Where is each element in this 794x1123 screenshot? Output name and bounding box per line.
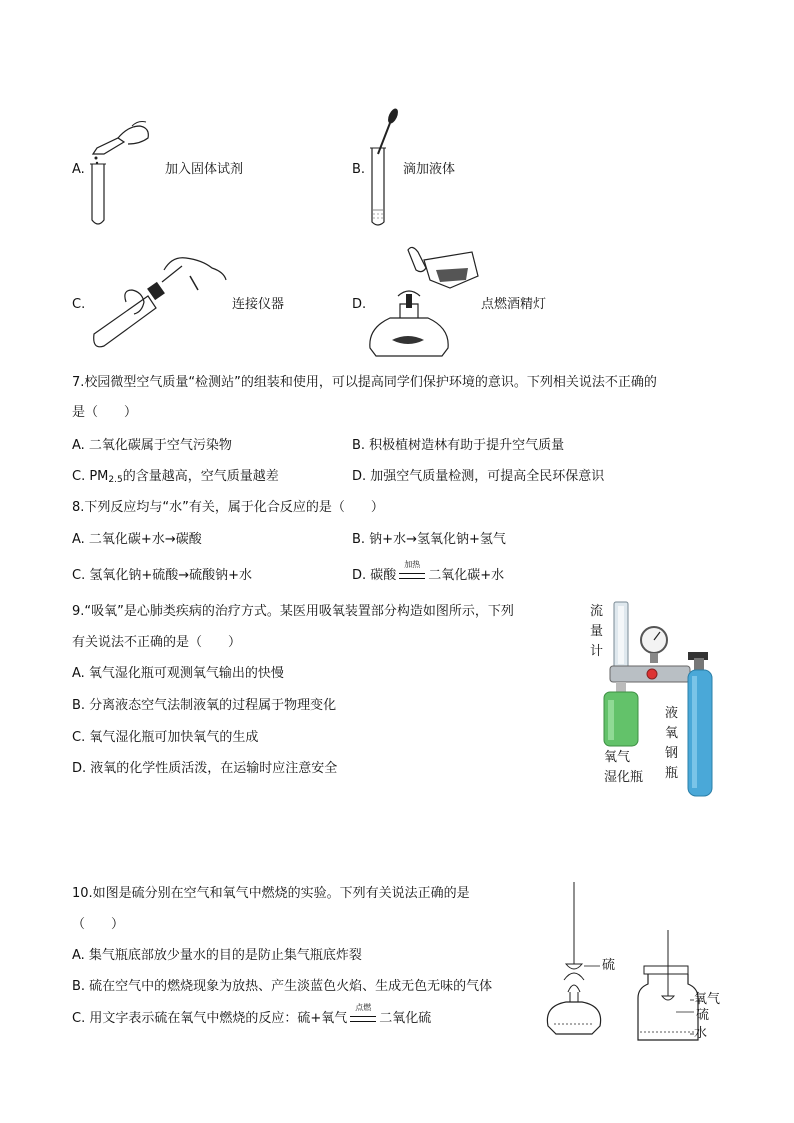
flowmeter-label-char: 量: [590, 624, 604, 639]
question-stem: 7.校园微型空气质量“检测站”的组装和使用，可以提高同学们保护环境的意识。下列相关说法不正确的: [72, 375, 657, 390]
water-label: 水: [694, 1026, 708, 1041]
option-letter: D.: [352, 297, 367, 312]
choice-a: A. 二氧化碳属于空气污染物: [72, 438, 232, 453]
humidifier-label-line2: 湿化瓶: [604, 770, 644, 785]
reaction-condition-arrow: [348, 1003, 378, 1027]
choice-b: B. 硫在空气中的燃烧现象为放热、产生淡蓝色火焰、生成无色无味的气体: [72, 979, 493, 994]
choice-d: D. 液氧的化学性质活泼，在运输时应注意安全: [72, 761, 338, 776]
choice-a: A. 氧气湿化瓶可观测氧气输出的快慢: [72, 666, 284, 681]
pm-subscript: 2.5: [108, 475, 123, 485]
tank-label-char: 瓶: [665, 766, 679, 781]
condition-label: 加热: [404, 560, 421, 569]
humidifier-label-line1: 氧气: [604, 750, 631, 765]
choice-a: A. 集气瓶底部放少量水的目的是防止集气瓶底炸裂: [72, 948, 362, 963]
choice-a: A. 二氧化碳+水→碳酸: [72, 532, 202, 547]
question-stem-cont: 有关说法不正确的是（ ）: [72, 635, 242, 650]
choice-c-suffix: 二氧化硫: [379, 1011, 432, 1026]
question-stem-cont: 是（ ）: [72, 405, 138, 420]
choice-b: B. 分离液态空气法制液氧的过程属于物理变化: [72, 698, 337, 713]
choice-d-prefix: D. 碳酸: [352, 568, 397, 583]
option-label: 连接仪器: [232, 297, 285, 312]
question-stem: 10.如图是硫分别在空气和氧气中燃烧的实验。下列有关说法正确的是: [72, 886, 470, 901]
dropper-test-tube-figure: [366, 104, 406, 230]
tank-label-char: 钢: [665, 746, 679, 761]
choice-c-prefix: C. 用文字表示硫在氧气中燃烧的反应：硫+氧气: [72, 1011, 348, 1026]
sulfur-label-right: 硫: [696, 1008, 710, 1023]
sulfur-combustion-figure: [540, 880, 730, 1050]
flowmeter-label-char: 计: [590, 644, 604, 659]
choice-c: [72, 469, 279, 488]
test-tube-solid-reagent-figure: [88, 116, 168, 228]
question-stem: 9.“吸氧”是心肺类疾病的治疗方式。某医用吸氧装置部分构造如图所示，下列: [72, 604, 514, 619]
choice-c: C. 氢氧化钠+硫酸→硫酸钠+水: [72, 568, 253, 583]
choice-c: [72, 1003, 432, 1027]
choice-d: D. 加强空气质量检测，可提高全民环保意识: [352, 469, 605, 484]
choice-b: B. 钠+水→氢氧化钠+氢气: [352, 532, 506, 547]
choice-d: [352, 560, 505, 584]
option-letter: A.: [72, 162, 85, 177]
sulfur-label-left: 硫: [602, 958, 616, 973]
choice-c-prefix: C. PM: [72, 469, 109, 484]
choice-c-suffix: 的含量越高，空气质量越差: [122, 469, 279, 484]
alcohol-lamp-lighting-figure: [368, 244, 482, 364]
option-letter: B.: [352, 162, 366, 177]
tank-label-char: 液: [665, 706, 679, 721]
option-letter: C.: [72, 297, 86, 312]
option-label: 滴加液体: [403, 162, 456, 177]
question-stem-cont: （ ）: [72, 917, 125, 932]
tank-label-char: 氧: [665, 726, 679, 741]
choice-d-suffix: 二氧化碳+水: [428, 568, 505, 583]
option-label: 加入固体试剂: [165, 162, 244, 177]
condition-label: 点燃: [355, 1003, 372, 1012]
connecting-apparatus-figure: [86, 246, 232, 356]
choice-b: B. 积极植树造林有助于提升空气质量: [352, 438, 565, 453]
flowmeter-label-char: 流: [590, 604, 604, 619]
option-label: 点燃酒精灯: [481, 297, 547, 312]
question-stem: 8.下列反应均与“水”有关，属于化合反应的是（ ）: [72, 500, 384, 515]
reaction-condition-arrow: [397, 560, 427, 584]
choice-c: C. 氧气湿化瓶可加快氧气的生成: [72, 730, 259, 745]
oxygen-label: 氧气: [694, 992, 721, 1007]
